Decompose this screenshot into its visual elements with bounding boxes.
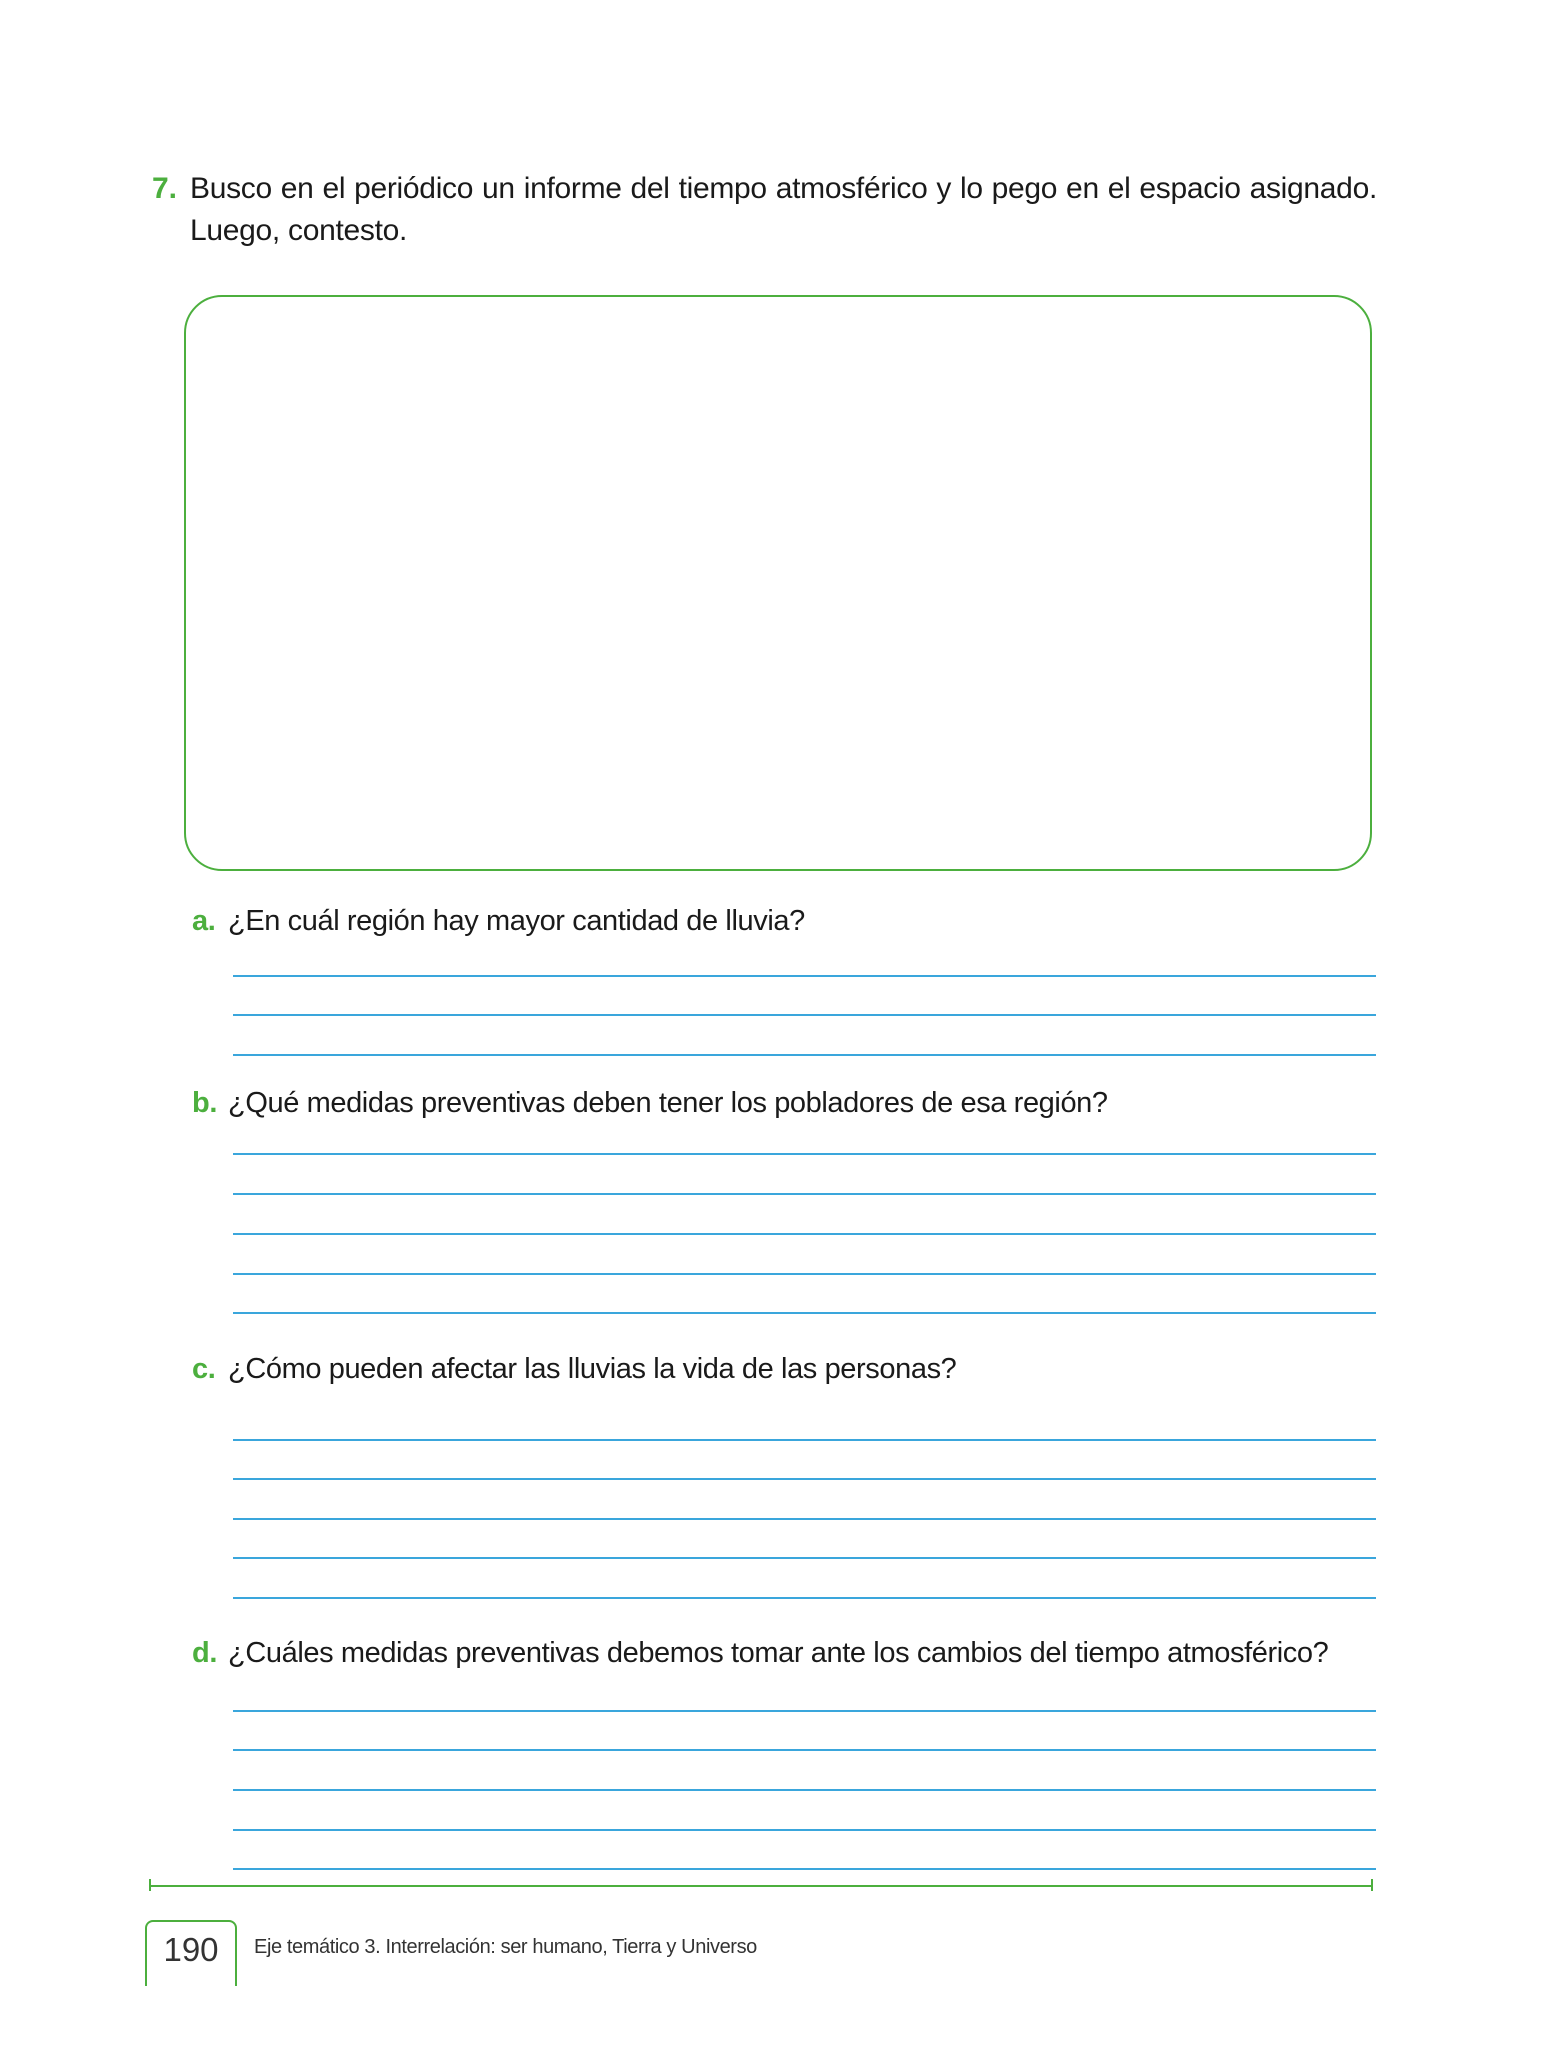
answer-line[interactable] <box>233 1597 1376 1599</box>
answer-line[interactable] <box>233 1054 1376 1056</box>
answer-line[interactable] <box>233 1749 1376 1751</box>
page-number: 190 <box>145 1920 237 1986</box>
answer-line[interactable] <box>233 1710 1376 1712</box>
answer-line[interactable] <box>233 1868 1376 1870</box>
question-text: ¿Cómo pueden afectar las lluvias la vida de las personas? <box>228 1353 957 1385</box>
answer-line[interactable] <box>233 1233 1376 1235</box>
divider-end-tick <box>149 1879 151 1891</box>
answer-line[interactable] <box>233 1193 1376 1195</box>
question-text: ¿En cuál región hay mayor cantidad de lluvia? <box>228 905 805 937</box>
footer-divider <box>150 1885 1372 1887</box>
answer-line[interactable] <box>233 1273 1376 1275</box>
instruction-text: Busco en el periódico un informe del tiempo atmosférico y lo pego en el espacio asignado. Luego, contesto. <box>190 172 1377 247</box>
paste-area-box <box>184 295 1372 871</box>
answer-line[interactable] <box>233 1153 1376 1155</box>
activity-number: 7. <box>152 172 178 205</box>
question-letter: d. <box>192 1637 217 1669</box>
answer-line[interactable] <box>233 1478 1376 1480</box>
footer-section-title: Eje temático 3. Interrelación: ser humano, Tierra y Universo <box>254 1936 757 1958</box>
answer-line[interactable] <box>233 1829 1376 1831</box>
question-letter: b. <box>192 1087 217 1119</box>
answer-line[interactable] <box>233 1312 1376 1314</box>
question-letter: c. <box>192 1353 216 1385</box>
answer-line[interactable] <box>233 1439 1376 1441</box>
answer-line[interactable] <box>233 1014 1376 1016</box>
answer-line[interactable] <box>233 1518 1376 1520</box>
answer-line[interactable] <box>233 1557 1376 1559</box>
question-letter: a. <box>192 905 216 937</box>
divider-end-tick <box>1371 1879 1373 1891</box>
answer-line[interactable] <box>233 975 1376 977</box>
answer-line[interactable] <box>233 1789 1376 1791</box>
question-text: ¿Qué medidas preventivas deben tener los pobladores de esa región? <box>228 1087 1108 1119</box>
question-text: ¿Cuáles medidas preventivas debemos tomar ante los cambios del tiempo atmosférico? <box>228 1637 1329 1669</box>
